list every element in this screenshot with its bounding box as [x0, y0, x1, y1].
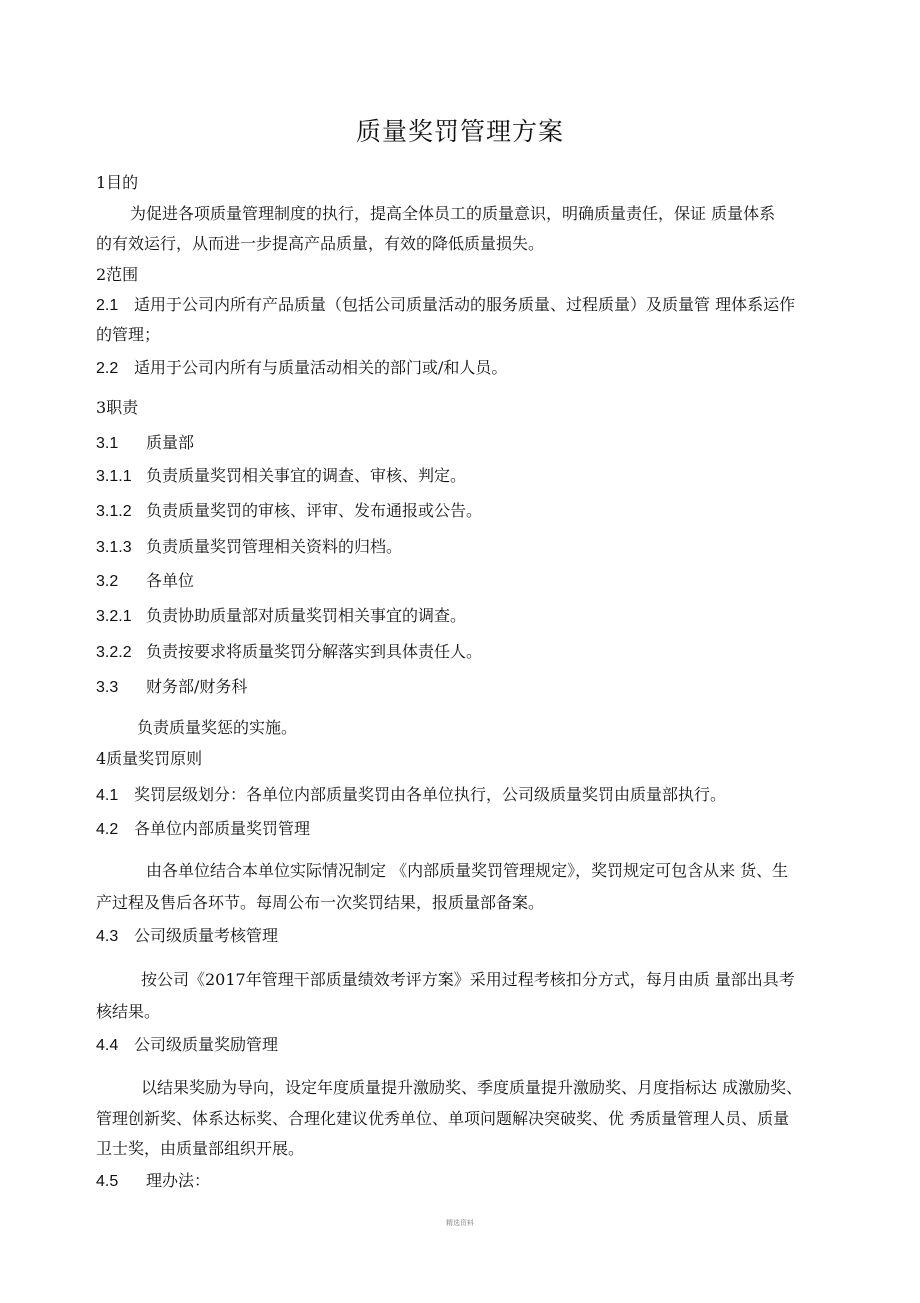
- clause-number: 4.2: [96, 821, 119, 838]
- clause-text: 负责质量奖罚管理相关资料的归档。: [146, 537, 403, 556]
- clause-number: 3.1.2: [96, 503, 132, 520]
- paragraph-line: 以结果奖励为导向，设定年度质量提升激励奖、季度质量提升激励奖、月度指标达 成激励奖、: [141, 1078, 803, 1097]
- clause-number: 3.1.3: [96, 539, 132, 556]
- clause-text: 负责协助质量部对质量奖罚相关事宜的调查。: [146, 606, 467, 625]
- clause-number: 3.2: [96, 573, 119, 590]
- clause-text: 各单位: [146, 571, 195, 590]
- clause-text: 适用于公司内所有产品质量（包括公司质量活动的服务质量、过程质量）及质量管 理体系运作: [134, 295, 796, 314]
- clause-3-2: [96, 571, 194, 592]
- paragraph-line: 由各单位结合本单位实际情况制定 《内部质量奖罚管理规定》，奖罚规定可包含从来 货、生: [146, 861, 789, 880]
- clause-number: 4.1: [96, 787, 119, 804]
- clause-text: 负责质量奖罚相关事宜的调查、审核、判定。: [146, 466, 467, 485]
- clause-text: 奖罚层级划分：各单位内部质量奖罚由各单位执行，公司级质量奖罚由质量部执行。: [134, 785, 727, 804]
- clause-4-5: [96, 1171, 210, 1192]
- clause-text: 适用于公司内所有与质量活动相关的部门或/和人员。: [134, 358, 508, 377]
- clause-text: 财务部/财务科: [146, 677, 248, 696]
- clause-number: 4.5: [96, 1173, 119, 1190]
- clause-3-2-2: [96, 642, 482, 663]
- clause-3-1-2: [96, 501, 482, 522]
- paragraph-line: 的管理；: [96, 325, 161, 344]
- clause-4-2: [96, 819, 310, 840]
- paragraph-line: 管理创新奖、体系达标奖、合理化建议优秀单位、单项问题解决突破奖、优 秀质量管理人员、质量: [96, 1109, 790, 1128]
- clause-2-1: [96, 295, 795, 316]
- clause-4-1: [96, 785, 726, 806]
- page-footer: 精选资料: [446, 1219, 474, 1227]
- clause-number: 3.1: [96, 435, 119, 452]
- clause-text: 负责质量奖罚的审核、评审、发布通报或公告。: [146, 501, 483, 520]
- clause-number: 2.2: [96, 360, 119, 377]
- paragraph-line: 产过程及售后各环节。每周公布一次奖罚结果，报质量部备案。: [96, 893, 545, 912]
- clause-4-4: [96, 1035, 278, 1056]
- clause-3-3: [96, 677, 247, 698]
- paragraph-line: 卫士奖，由质量部组织开展。: [96, 1139, 305, 1158]
- paragraph-line: 按公司《2017年管理干部质量绩效考评方案》采用过程考核扣分方式，每月由质 量部出具考: [141, 970, 795, 989]
- clause-2-2: [96, 358, 507, 379]
- clause-text: 质量部: [146, 433, 195, 452]
- clause-4-3: [96, 926, 278, 947]
- clause-text: 各单位内部质量奖罚管理: [134, 819, 311, 838]
- clause-number: 4.3: [96, 928, 119, 945]
- paragraph-line: 的有效运行，从而进一步提高产品质量，有效的降低质量损失。: [96, 234, 545, 253]
- clause-text: 公司级质量考核管理: [134, 926, 279, 945]
- clause-3-1-1: [96, 466, 466, 487]
- clause-3-1: [96, 433, 194, 454]
- clause-3-2-1: [96, 606, 466, 627]
- paragraph-line: 负责质量奖惩的实施。: [137, 718, 298, 737]
- clause-number: 3.1.1: [96, 468, 132, 485]
- section-heading-duties: 3职责: [96, 398, 139, 417]
- clause-text: 负责按要求将质量奖罚分解落实到具体责任人。: [146, 642, 483, 661]
- clause-text: 理办法：: [146, 1171, 211, 1190]
- section-heading-purpose: 1目的: [96, 173, 139, 192]
- clause-number: 3.2.2: [96, 644, 132, 661]
- section-heading-principles: 4质量奖罚原则: [96, 749, 203, 768]
- clause-number: 3.2.1: [96, 608, 132, 625]
- clause-number: 4.4: [96, 1037, 119, 1054]
- clause-3-1-3: [96, 537, 402, 558]
- paragraph-line: 核结果。: [96, 1002, 161, 1021]
- paragraph-line: 为促进各项质量管理制度的执行，提高全体员工的质量意识，明确质量责任，保证 质量体系: [130, 204, 776, 223]
- page-title: 质量奖罚管理方案: [355, 117, 564, 146]
- clause-number: 2.1: [96, 297, 119, 314]
- section-heading-scope: 2范围: [96, 265, 139, 284]
- clause-number: 3.3: [96, 679, 119, 696]
- clause-text: 公司级质量奖励管理: [134, 1035, 279, 1054]
